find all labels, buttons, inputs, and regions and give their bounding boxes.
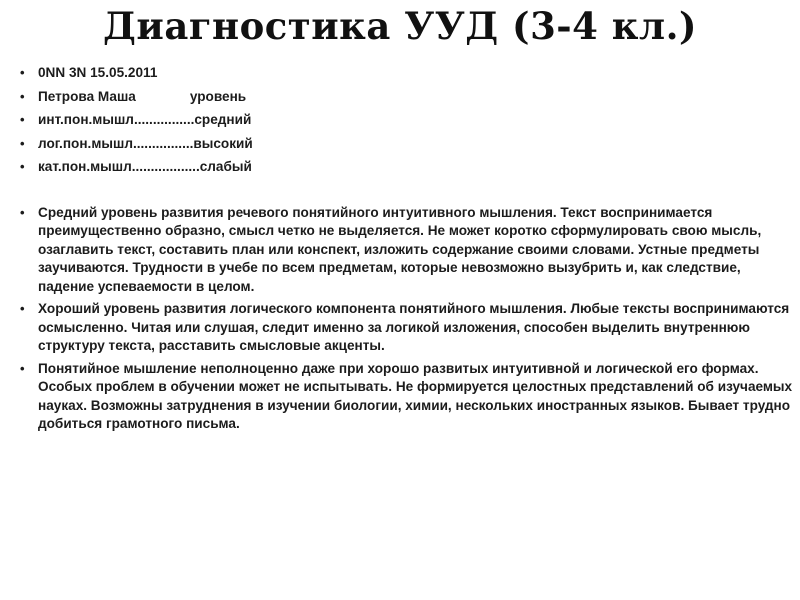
level-label: уровень: [189, 88, 247, 104]
bullet-icon: •: [20, 360, 25, 376]
description-list: [18, 204, 794, 434]
student-name: Петрова Маша: [38, 88, 136, 104]
bullet-icon: •: [20, 301, 25, 316]
bullet-icon: •: [20, 65, 25, 80]
paragraph-text: Средний уровень развития речевого понятийного интуитивного мышления. Текст воспринимается преимущественно образно, смысл четко не выделяется. Не может коротко сформулировать свою мысль, озаглавить текст, составить план или конспект, изложить содержание своими словами. Устные предметы заучиваются. Трудности в учебе по всем предметам, которые невозможно вызубрить и, как следствие, падение успеваемости в целом.: [38, 204, 762, 294]
code-line: 0NN 3N 15.05.2011: [38, 65, 158, 80]
categorical-result: кат.пон.мышл..................слабый: [38, 159, 252, 174]
summary-list: [18, 64, 794, 182]
list-item-intuitive: [18, 111, 794, 135]
bullet-icon: •: [20, 112, 25, 127]
bullet-icon: •: [20, 88, 25, 104]
slide-title: Диагностика УУД (3-4 кл.): [103, 4, 697, 48]
paragraph-text: Хороший уровень развития логического компонента понятийного мышления. Любые тексты воспринимаются осмысленно. Читая или слушая, следит именно за логикой изложения, способен выделить внутреннюю структуру текста, расставить смысловые акценты.: [38, 301, 790, 353]
list-item-student: [18, 88, 794, 112]
slide-content: [18, 64, 794, 438]
list-item-logical: [18, 135, 794, 159]
description-intuitive: [18, 204, 794, 297]
description-logical: [18, 300, 794, 356]
logical-result: лог.пон.мышл................высокий: [38, 135, 253, 151]
description-conceptual: [18, 360, 794, 434]
list-item-code: [18, 64, 794, 88]
bullet-icon: •: [20, 159, 25, 174]
intuitive-result: инт.пон.мышл................средний: [38, 112, 252, 127]
list-item-categorical: [18, 158, 794, 182]
bullet-icon: •: [20, 135, 25, 151]
bullet-icon: •: [20, 204, 25, 220]
paragraph-text: Понятийное мышление неполноценно даже при хорошо развитых интуитивной и логической его формах. Особых проблем в обучении может не испытывать. Не формируется целостных представлений об изучаемых науках. Возможны затруднения в изучении биологии, химии, нескольких иностранных языков. Бывает трудно добиться грамотного письма.: [38, 360, 793, 431]
